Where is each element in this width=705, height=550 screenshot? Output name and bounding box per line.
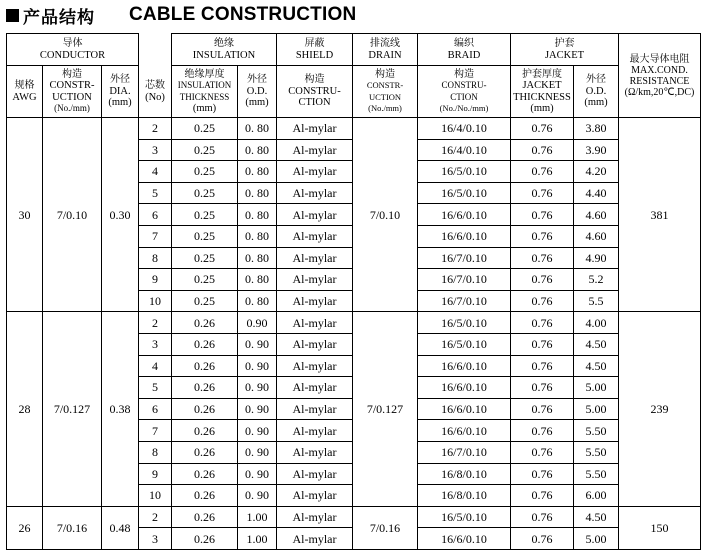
cell-resistance: 381 xyxy=(619,118,701,312)
cell-braid: 16/5/0.10 xyxy=(418,506,511,528)
cell-jacket-thickness: 0.76 xyxy=(511,506,574,528)
cell-shield: Al-mylar xyxy=(277,528,353,550)
cell-cores: 5 xyxy=(139,377,172,399)
cell-jacket-od: 4.60 xyxy=(574,225,619,247)
cell-insulation-thickness: 0.25 xyxy=(172,290,238,312)
cell-insulation-od: 1.00 xyxy=(238,506,277,528)
cell-jacket-od: 5.5 xyxy=(574,290,619,312)
cell-braid: 16/5/0.10 xyxy=(418,333,511,355)
cell-shield: Al-mylar xyxy=(277,118,353,140)
cell-cores: 7 xyxy=(139,420,172,442)
cell-insulation-od: 0. 80 xyxy=(238,182,277,204)
cell-insulation-thickness: 0.25 xyxy=(172,118,238,140)
cell-cores: 8 xyxy=(139,441,172,463)
cell-insulation-od: 1.00 xyxy=(238,528,277,550)
cell-braid: 16/5/0.10 xyxy=(418,312,511,334)
header-conductor-dia: 外径 DIA. (mm) xyxy=(102,66,139,118)
cell-cores: 6 xyxy=(139,204,172,226)
cell-insulation-thickness: 0.26 xyxy=(172,398,238,420)
header-braid: 编织 BRAID xyxy=(418,34,511,66)
cell-insulation-od: 0. 90 xyxy=(238,441,277,463)
table-row xyxy=(7,506,701,528)
cell-shield: Al-mylar xyxy=(277,506,353,528)
cell-insulation-od: 0. 80 xyxy=(238,225,277,247)
header-blank xyxy=(139,34,172,66)
cell-braid: 16/6/0.10 xyxy=(418,528,511,550)
cell-insulation-od: 0. 90 xyxy=(238,420,277,442)
cell-jacket-thickness: 0.76 xyxy=(511,398,574,420)
cell-jacket-thickness: 0.76 xyxy=(511,118,574,140)
cell-jacket-od: 4.40 xyxy=(574,182,619,204)
header-cores: 芯数 (No) xyxy=(139,66,172,118)
cell-braid: 16/7/0.10 xyxy=(418,290,511,312)
cell-awg: 26 xyxy=(7,506,43,549)
cell-conductor-dia: 0.48 xyxy=(102,506,139,549)
cell-braid: 16/7/0.10 xyxy=(418,247,511,269)
cell-cores: 7 xyxy=(139,225,172,247)
cell-shield: Al-mylar xyxy=(277,463,353,485)
cell-jacket-od: 6.00 xyxy=(574,485,619,507)
header-jacket-thickness: 护套厚度 JACKET THICKNESS (mm) xyxy=(511,66,574,118)
cell-jacket-thickness: 0.76 xyxy=(511,312,574,334)
header-awg: 规格 AWG xyxy=(7,66,43,118)
cell-braid: 16/6/0.10 xyxy=(418,420,511,442)
cell-jacket-od: 4.00 xyxy=(574,312,619,334)
cell-jacket-od: 5.00 xyxy=(574,377,619,399)
cell-insulation-od: 0. 90 xyxy=(238,355,277,377)
cell-cores: 5 xyxy=(139,182,172,204)
page-title xyxy=(6,2,356,28)
cell-cores: 9 xyxy=(139,269,172,291)
cell-insulation-thickness: 0.26 xyxy=(172,441,238,463)
cell-insulation-od: 0.90 xyxy=(238,312,277,334)
cell-insulation-od: 0. 90 xyxy=(238,485,277,507)
header-insulation-od: 外径 O.D. (mm) xyxy=(238,66,277,118)
cell-braid: 16/8/0.10 xyxy=(418,485,511,507)
cell-cores: 2 xyxy=(139,312,172,334)
cell-shield: Al-mylar xyxy=(277,182,353,204)
cell-shield: Al-mylar xyxy=(277,355,353,377)
cell-jacket-od: 5.00 xyxy=(574,528,619,550)
cell-shield: Al-mylar xyxy=(277,290,353,312)
cell-braid: 16/6/0.10 xyxy=(418,355,511,377)
header-jacket: 护套 JACKET xyxy=(511,34,619,66)
cell-braid: 16/4/0.10 xyxy=(418,118,511,140)
cell-insulation-thickness: 0.25 xyxy=(172,225,238,247)
cell-jacket-thickness: 0.76 xyxy=(511,139,574,161)
cell-braid: 16/4/0.10 xyxy=(418,139,511,161)
header-drain-construction: 构造 CONSTR- UCTION (No./mm) xyxy=(353,66,418,118)
cell-jacket-od: 5.2 xyxy=(574,269,619,291)
title-english: CABLE CONSTRUCTION xyxy=(129,4,357,25)
cell-insulation-thickness: 0.25 xyxy=(172,269,238,291)
cell-jacket-thickness: 0.76 xyxy=(511,528,574,550)
cell-drain: 7/0.127 xyxy=(353,312,418,506)
cell-awg: 30 xyxy=(7,118,43,312)
cell-shield: Al-mylar xyxy=(277,247,353,269)
cell-braid: 16/6/0.10 xyxy=(418,225,511,247)
cell-insulation-od: 0. 90 xyxy=(238,463,277,485)
header-insulation-thickness: 绝缘厚度 INSULATION THICKNESS (mm) xyxy=(172,66,238,118)
cell-insulation-thickness: 0.25 xyxy=(172,247,238,269)
cell-insulation-od: 0. 80 xyxy=(238,269,277,291)
cell-insulation-thickness: 0.25 xyxy=(172,182,238,204)
cell-jacket-od: 4.20 xyxy=(574,161,619,183)
cell-drain: 7/0.10 xyxy=(353,118,418,312)
header-max-resistance: 最大导体电阻 MAX.COND. RESISTANCE (Ω/km,20℃,DC) xyxy=(619,34,701,118)
cell-insulation-thickness: 0.26 xyxy=(172,528,238,550)
cell-insulation-thickness: 0.26 xyxy=(172,355,238,377)
cell-insulation-thickness: 0.26 xyxy=(172,420,238,442)
header-jacket-od: 外径 O.D. (mm) xyxy=(574,66,619,118)
cell-jacket-thickness: 0.76 xyxy=(511,463,574,485)
cell-jacket-thickness: 0.76 xyxy=(511,333,574,355)
cell-braid: 16/5/0.10 xyxy=(418,182,511,204)
cell-insulation-od: 0. 80 xyxy=(238,139,277,161)
cell-resistance: 150 xyxy=(619,506,701,549)
cell-jacket-thickness: 0.76 xyxy=(511,182,574,204)
title-chinese: 产品结构 xyxy=(23,7,95,28)
cell-conductor-construction: 7/0.127 xyxy=(43,312,102,506)
cell-cores: 4 xyxy=(139,161,172,183)
cell-insulation-od: 0. 90 xyxy=(238,333,277,355)
cell-insulation-thickness: 0.26 xyxy=(172,377,238,399)
header-drain: 排流线 DRAIN xyxy=(353,34,418,66)
cell-cores: 2 xyxy=(139,506,172,528)
cell-conductor-dia: 0.38 xyxy=(102,312,139,506)
cable-construction-table xyxy=(6,33,701,550)
cell-jacket-od: 4.50 xyxy=(574,355,619,377)
header-row-group xyxy=(7,34,701,66)
cell-jacket-thickness: 0.76 xyxy=(511,161,574,183)
cell-drain: 7/0.16 xyxy=(353,506,418,549)
cell-shield: Al-mylar xyxy=(277,204,353,226)
cell-cores: 10 xyxy=(139,485,172,507)
cell-shield: Al-mylar xyxy=(277,398,353,420)
cell-cores: 8 xyxy=(139,247,172,269)
cell-insulation-od: 0. 90 xyxy=(238,377,277,399)
cell-cores: 6 xyxy=(139,398,172,420)
cell-insulation-od: 0. 80 xyxy=(238,290,277,312)
cell-insulation-od: 0. 80 xyxy=(238,118,277,140)
cell-jacket-thickness: 0.76 xyxy=(511,225,574,247)
cell-jacket-thickness: 0.76 xyxy=(511,204,574,226)
cell-conductor-dia: 0.30 xyxy=(102,118,139,312)
header-braid-construction: 构造 CONSTRU- CTION (No./No./mm) xyxy=(418,66,511,118)
cell-shield: Al-mylar xyxy=(277,225,353,247)
cell-cores: 9 xyxy=(139,463,172,485)
cell-insulation-thickness: 0.26 xyxy=(172,312,238,334)
header-conductor-construction: 构造 CONSTR- UCTION (No./mm) xyxy=(43,66,102,118)
cell-braid: 16/6/0.10 xyxy=(418,204,511,226)
cell-jacket-od: 5.50 xyxy=(574,420,619,442)
header-insulation: 绝缘 INSULATION xyxy=(172,34,277,66)
cell-jacket-od: 4.50 xyxy=(574,333,619,355)
cell-cores: 2 xyxy=(139,118,172,140)
cell-braid: 16/6/0.10 xyxy=(418,377,511,399)
cell-insulation-thickness: 0.25 xyxy=(172,204,238,226)
cell-jacket-thickness: 0.76 xyxy=(511,355,574,377)
cell-jacket-od: 3.90 xyxy=(574,139,619,161)
cell-insulation-od: 0. 80 xyxy=(238,204,277,226)
cell-shield: Al-mylar xyxy=(277,269,353,291)
cell-shield: Al-mylar xyxy=(277,377,353,399)
cell-jacket-od: 4.90 xyxy=(574,247,619,269)
cell-braid: 16/7/0.10 xyxy=(418,441,511,463)
cell-jacket-od: 4.60 xyxy=(574,204,619,226)
cell-jacket-od: 5.50 xyxy=(574,441,619,463)
cell-insulation-od: 0. 80 xyxy=(238,161,277,183)
cell-cores: 3 xyxy=(139,139,172,161)
cell-braid: 16/6/0.10 xyxy=(418,398,511,420)
cell-insulation-thickness: 0.25 xyxy=(172,139,238,161)
cell-insulation-thickness: 0.26 xyxy=(172,485,238,507)
cell-cores: 3 xyxy=(139,528,172,550)
cell-insulation-thickness: 0.25 xyxy=(172,161,238,183)
cell-jacket-thickness: 0.76 xyxy=(511,269,574,291)
cell-awg: 28 xyxy=(7,312,43,506)
header-conductor: 导体 CONDUCTOR xyxy=(7,34,139,66)
cell-jacket-od: 5.00 xyxy=(574,398,619,420)
cell-braid: 16/8/0.10 xyxy=(418,463,511,485)
table-row xyxy=(7,118,701,140)
cell-insulation-thickness: 0.26 xyxy=(172,333,238,355)
cell-shield: Al-mylar xyxy=(277,441,353,463)
cell-shield: Al-mylar xyxy=(277,333,353,355)
cell-braid: 16/7/0.10 xyxy=(418,269,511,291)
cell-jacket-od: 5.50 xyxy=(574,463,619,485)
cell-jacket-od: 3.80 xyxy=(574,118,619,140)
header-shield: 屏蔽 SHIELD xyxy=(277,34,353,66)
cell-insulation-thickness: 0.26 xyxy=(172,463,238,485)
cell-braid: 16/5/0.10 xyxy=(418,161,511,183)
cell-jacket-thickness: 0.76 xyxy=(511,247,574,269)
header-shield-construction: 构造 CONSTRU- CTION xyxy=(277,66,353,118)
cell-jacket-thickness: 0.76 xyxy=(511,377,574,399)
cell-insulation-od: 0. 90 xyxy=(238,398,277,420)
cell-shield: Al-mylar xyxy=(277,312,353,334)
cell-resistance: 239 xyxy=(619,312,701,506)
header-row-sub xyxy=(7,66,701,118)
cell-jacket-thickness: 0.76 xyxy=(511,441,574,463)
cell-shield: Al-mylar xyxy=(277,139,353,161)
cell-conductor-construction: 7/0.10 xyxy=(43,118,102,312)
square-bullet-icon xyxy=(6,9,19,22)
cell-cores: 4 xyxy=(139,355,172,377)
cell-cores: 3 xyxy=(139,333,172,355)
table-row xyxy=(7,312,701,334)
cell-jacket-thickness: 0.76 xyxy=(511,485,574,507)
cell-shield: Al-mylar xyxy=(277,485,353,507)
cell-shield: Al-mylar xyxy=(277,420,353,442)
cell-cores: 10 xyxy=(139,290,172,312)
cell-shield: Al-mylar xyxy=(277,161,353,183)
cell-jacket-thickness: 0.76 xyxy=(511,420,574,442)
cell-conductor-construction: 7/0.16 xyxy=(43,506,102,549)
cell-jacket-od: 4.50 xyxy=(574,506,619,528)
cell-insulation-thickness: 0.26 xyxy=(172,506,238,528)
cell-insulation-od: 0. 80 xyxy=(238,247,277,269)
cell-jacket-thickness: 0.76 xyxy=(511,290,574,312)
